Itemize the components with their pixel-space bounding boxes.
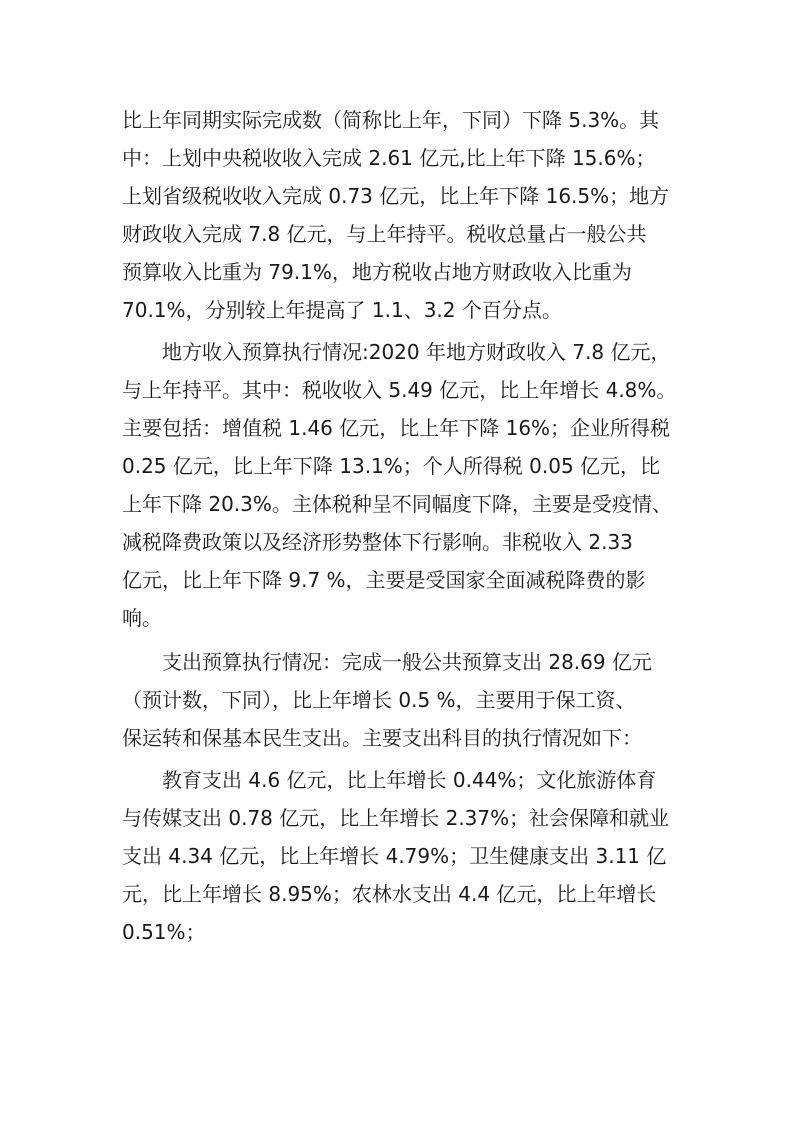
paragraph-4-line-2: 与传媒支出 0.78 亿元，比上年增长 2.37%；社会保障和就业 — [122, 806, 670, 830]
paragraph-4-line-1: 教育支出 4.6 亿元，比上年增长 0.44%；文化旅游体育 — [162, 768, 657, 792]
paragraph-2-line-1: 地方收入预算执行情况:2020 年地方财政收入 7.8 亿元， — [162, 340, 671, 364]
paragraph-2-line-7: 亿元，比上年下降 9.7 %，主要是受国家全面减税降费的影 — [122, 568, 646, 592]
paragraph-2-line-4: 0.25 亿元，比上年下降 13.1%；个人所得税 0.05 亿元，比 — [122, 454, 661, 478]
paragraph-3-line-2: （预计数，下同），比上年增长 0.5 %，主要用于保工资、 — [122, 688, 636, 712]
paragraph-1-line-6: 70.1%，分别较上年提高了 1.1、3.2 个百分点。 — [122, 298, 562, 322]
paragraph-1-line-1: 比上年同期实际完成数（简称比上年，下同）下降 5.3%。其 — [122, 108, 660, 132]
paragraph-1-line-3: 上划省级税收收入完成 0.73 亿元，比上年下降 16.5%；地方 — [122, 184, 670, 208]
paragraph-2-line-3: 主要包括：增值税 1.46 亿元，比上年下降 16%；企业所得税 — [122, 416, 671, 440]
paragraph-4-line-3: 支出 4.34 亿元，比上年增长 4.79%；卫生健康支出 3.11 亿 — [122, 844, 667, 868]
paragraph-3-line-1: 支出预算执行情况：完成一般公共预算支出 28.69 亿元 — [162, 650, 652, 674]
paragraph-2-line-2: 与上年持平。其中：税收收入 5.49 亿元，比上年增长 4.8%。 — [122, 378, 677, 402]
paragraph-1-line-4: 财政收入完成 7.8 亿元，与上年持平。税收总量占一般公共 — [122, 222, 647, 246]
paragraph-2-line-8: 响。 — [122, 606, 162, 630]
paragraph-4-line-4: 元，比上年增长 8.95%；农林水支出 4.4 亿元，比上年增长 — [122, 882, 657, 906]
paragraph-1-line-5: 预算收入比重为 79.1%，地方税收占地方财政收入比重为 — [122, 260, 632, 284]
paragraph-2-line-6: 减税降费政策以及经济形势整体下行影响。非税收入 2.33 — [122, 530, 633, 554]
paragraph-4-line-5: 0.51%； — [122, 920, 206, 944]
paragraph-1-line-2: 中：上划中央税收收入完成 2.61 亿元,比上年下降 15.6%； — [122, 146, 656, 170]
paragraph-3-line-3: 保运转和保基本民生支出。主要支出科目的执行情况如下： — [122, 726, 642, 750]
paragraph-2-line-5: 上年下降 20.3%。主体税种呈不同幅度下降，主要是受疫情、 — [122, 492, 672, 516]
